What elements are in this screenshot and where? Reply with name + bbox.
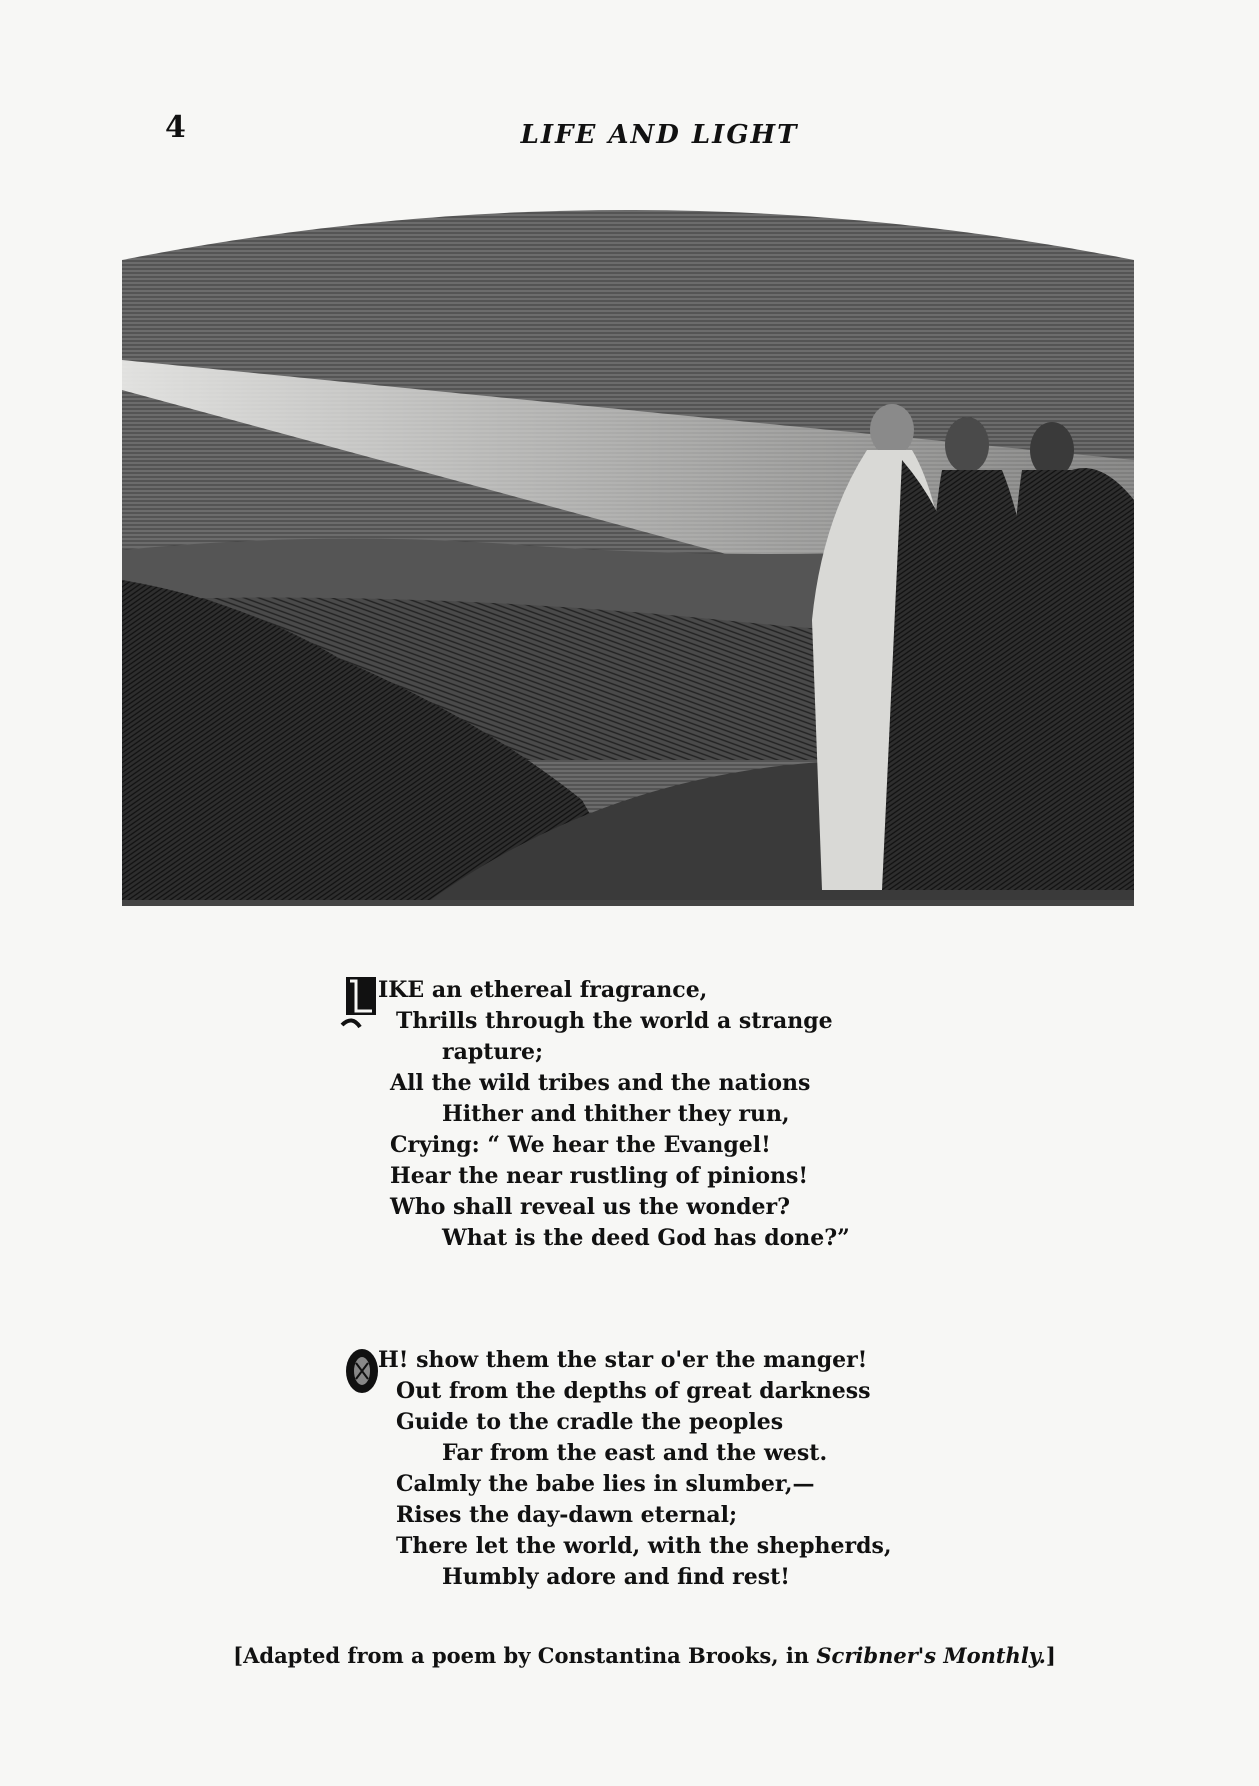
source-attribution xyxy=(0,1643,1259,1668)
stanza-1-line: rapture; xyxy=(442,1039,544,1065)
shepherd-figures xyxy=(812,404,1134,890)
stanza-2-line: Out from the depths of great darkness xyxy=(396,1378,871,1404)
ornate-dropcap-o-icon xyxy=(340,1345,386,1405)
stanza-1-line: Hear the near rustling of pinions! xyxy=(390,1163,809,1189)
stanza-1-line: IKE an ethereal fragrance, xyxy=(378,977,708,1003)
stanza-1-line: Crying: “ We hear the Evangel! xyxy=(390,1132,771,1158)
stanza-2-line: Guide to the cradle the peoples xyxy=(396,1409,784,1435)
stanza-2-line: Calmly the babe lies in slumber,— xyxy=(396,1471,815,1497)
page-number: 4 xyxy=(165,110,186,145)
source-suffix: ] xyxy=(1045,1643,1056,1668)
ornate-dropcap-l-icon xyxy=(340,975,386,1035)
stanza-2-line: Humbly adore and find rest! xyxy=(442,1564,790,1590)
stanza-2-line: Rises the day-dawn eternal; xyxy=(396,1502,738,1528)
stanza-2 xyxy=(340,1345,1060,1593)
stanza-1-line: All the wild tribes and the nations xyxy=(390,1070,811,1096)
source-prefix: [Adapted from a poem by Constantina Brooks, in xyxy=(233,1643,817,1668)
stanza-1-line: Hither and thither they run, xyxy=(442,1101,790,1127)
engraving-illustration xyxy=(122,200,1134,906)
running-title: LIFE AND LIGHT xyxy=(520,120,799,150)
stanza-1-line: Who shall reveal us the wonder? xyxy=(390,1194,791,1220)
stanza-2-line: There let the world, with the shepherds, xyxy=(396,1533,892,1559)
stanza-1-line: What is the deed God has done?” xyxy=(442,1225,850,1251)
stanza-1-line: Thrills through the world a strange xyxy=(396,1008,833,1034)
stanza-2-line: Far from the east and the west. xyxy=(442,1440,828,1466)
source-publication: Scribner's Monthly. xyxy=(816,1643,1046,1668)
stanza-2-line: H! show them the star o'er the manger! xyxy=(378,1347,868,1373)
stanza-1 xyxy=(340,975,1060,1254)
